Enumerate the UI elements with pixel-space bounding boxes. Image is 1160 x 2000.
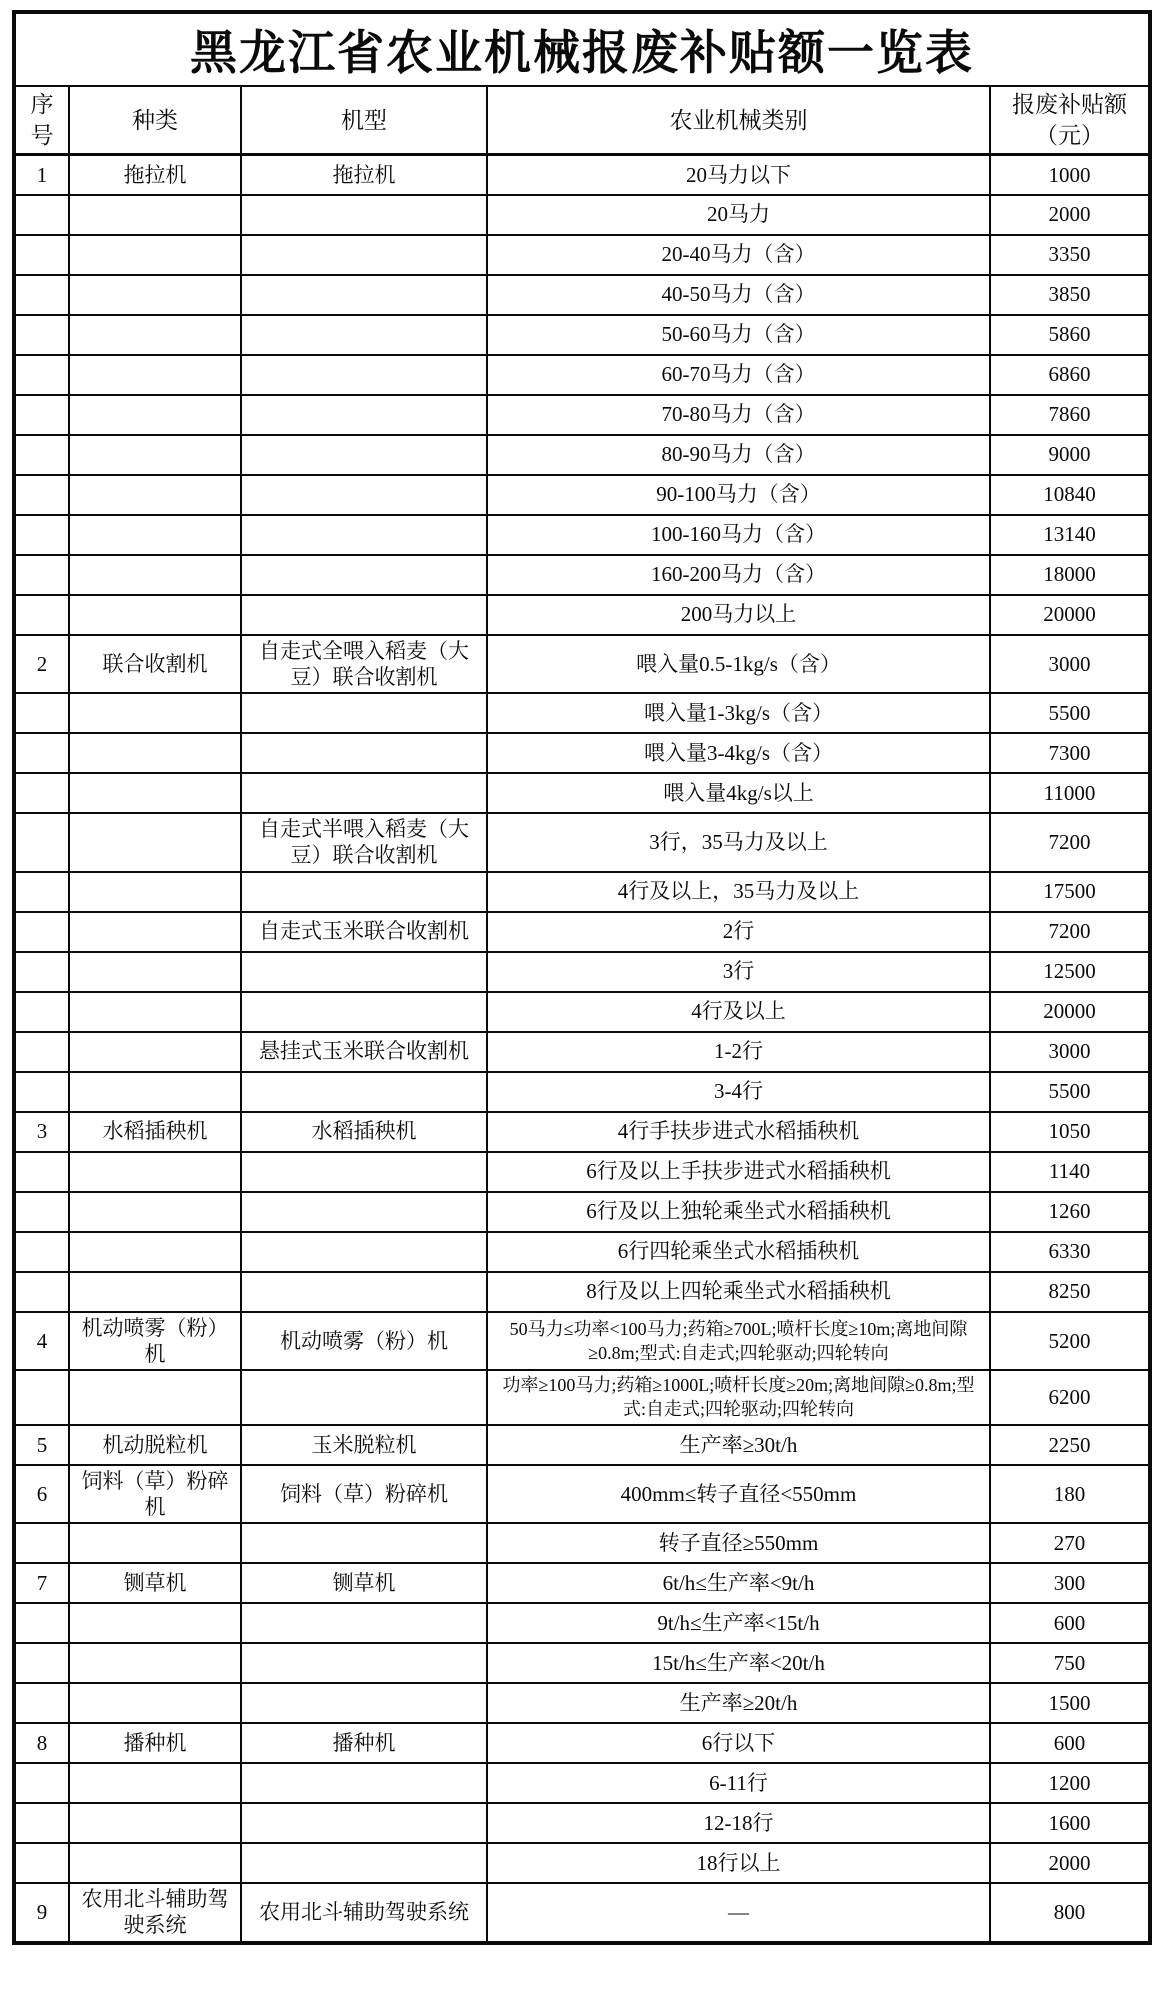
cell-machine-type: 喂入量0.5-1kg/s（含） (487, 635, 990, 694)
cell-machine-type: 90-100马力（含） (487, 475, 990, 515)
col-header-model: 机型 (241, 86, 487, 155)
cell-model: 铡草机 (241, 1563, 487, 1603)
cell-subsidy-amount: 9000 (990, 435, 1150, 475)
cell-serial (14, 872, 69, 912)
cell-model (241, 693, 487, 733)
cell-machine-type: 4行及以上 (487, 992, 990, 1032)
cell-machine-type: 9t/h≤生产率<15t/h (487, 1603, 990, 1643)
cell-model: 悬挂式玉米联合收割机 (241, 1032, 487, 1072)
col-header-machine-type: 农业机械类别 (487, 86, 990, 155)
cell-machine-type: 4行手扶步进式水稻插秧机 (487, 1112, 990, 1152)
cell-category (69, 355, 241, 395)
cell-serial (14, 992, 69, 1032)
cell-category: 联合收割机 (69, 635, 241, 694)
cell-model (241, 872, 487, 912)
cell-model (241, 992, 487, 1032)
cell-machine-type: 3-4行 (487, 1072, 990, 1112)
cell-subsidy-amount: 17500 (990, 872, 1150, 912)
cell-category (69, 693, 241, 733)
cell-machine-type: 12-18行 (487, 1803, 990, 1843)
cell-subsidy-amount: 600 (990, 1723, 1150, 1763)
cell-model (241, 1072, 487, 1112)
cell-category: 农用北斗辅助驾驶系统 (69, 1883, 241, 1943)
cell-category (69, 555, 241, 595)
cell-serial (14, 1643, 69, 1683)
cell-model (241, 1523, 487, 1563)
cell-subsidy-amount: 750 (990, 1643, 1150, 1683)
cell-model (241, 1843, 487, 1883)
table-row (14, 275, 1150, 315)
cell-serial (14, 1683, 69, 1723)
cell-model (241, 1803, 487, 1843)
cell-serial: 6 (14, 1465, 69, 1524)
cell-subsidy-amount: 6200 (990, 1370, 1150, 1425)
cell-model (241, 195, 487, 235)
cell-serial (14, 733, 69, 773)
cell-serial: 5 (14, 1425, 69, 1465)
cell-category (69, 1192, 241, 1232)
cell-model (241, 1152, 487, 1192)
cell-subsidy-amount: 180 (990, 1465, 1150, 1524)
cell-model: 自走式全喂入稻麦（大豆）联合收割机 (241, 635, 487, 694)
cell-category (69, 912, 241, 952)
cell-category (69, 1803, 241, 1843)
cell-serial: 3 (14, 1112, 69, 1152)
cell-model: 机动喷雾（粉）机 (241, 1312, 487, 1371)
cell-subsidy-amount: 7300 (990, 733, 1150, 773)
cell-category (69, 1763, 241, 1803)
cell-subsidy-amount: 300 (990, 1563, 1150, 1603)
cell-subsidy-amount: 3850 (990, 275, 1150, 315)
cell-machine-type: 生产率≥20t/h (487, 1683, 990, 1723)
cell-machine-type: 400mm≤转子直径<550mm (487, 1465, 990, 1524)
table-row (14, 235, 1150, 275)
cell-serial: 9 (14, 1883, 69, 1943)
col-header-category: 种类 (69, 86, 241, 155)
cell-machine-type: 160-200马力（含） (487, 555, 990, 595)
cell-subsidy-amount: 18000 (990, 555, 1150, 595)
cell-serial (14, 1152, 69, 1192)
table-row (14, 1312, 1150, 1371)
cell-machine-type: 50马力≤功率<100马力;药箱≥700L;喷杆长度≥10m;离地间隙≥0.8m;型式:自走式;四轮驱动;四轮转向 (487, 1312, 990, 1371)
col-header-subsidy-amount: 报废补贴额（元） (990, 86, 1150, 155)
cell-serial (14, 475, 69, 515)
table-row (14, 1843, 1150, 1883)
table-row (14, 555, 1150, 595)
table-row (14, 813, 1150, 872)
cell-machine-type: 20马力以下 (487, 155, 990, 195)
cell-machine-type: 6行及以上手扶步进式水稻插秧机 (487, 1152, 990, 1192)
cell-machine-type: 80-90马力（含） (487, 435, 990, 475)
cell-machine-type: — (487, 1883, 990, 1943)
cell-serial (14, 1232, 69, 1272)
cell-model (241, 555, 487, 595)
table-row (14, 355, 1150, 395)
cell-serial (14, 435, 69, 475)
cell-subsidy-amount: 7860 (990, 395, 1150, 435)
cell-model (241, 355, 487, 395)
table-row (14, 595, 1150, 635)
cell-subsidy-amount: 800 (990, 1883, 1150, 1943)
cell-category (69, 1683, 241, 1723)
table-row (14, 1370, 1150, 1425)
cell-subsidy-amount: 1050 (990, 1112, 1150, 1152)
cell-category (69, 1370, 241, 1425)
cell-machine-type: 喂入量3-4kg/s（含） (487, 733, 990, 773)
cell-machine-type: 15t/h≤生产率<20t/h (487, 1643, 990, 1683)
table-row (14, 1723, 1150, 1763)
cell-model (241, 515, 487, 555)
table-row (14, 395, 1150, 435)
table-row (14, 773, 1150, 813)
cell-subsidy-amount: 8250 (990, 1272, 1150, 1312)
table-row (14, 1763, 1150, 1803)
cell-category (69, 1603, 241, 1643)
cell-category (69, 235, 241, 275)
table-row (14, 1192, 1150, 1232)
cell-category: 机动脱粒机 (69, 1425, 241, 1465)
cell-model (241, 1643, 487, 1683)
cell-model (241, 275, 487, 315)
cell-model (241, 773, 487, 813)
cell-subsidy-amount: 20000 (990, 992, 1150, 1032)
cell-subsidy-amount: 5500 (990, 693, 1150, 733)
cell-category (69, 395, 241, 435)
cell-category (69, 275, 241, 315)
cell-subsidy-amount: 10840 (990, 475, 1150, 515)
cell-category (69, 1032, 241, 1072)
cell-model (241, 475, 487, 515)
cell-category (69, 1152, 241, 1192)
cell-machine-type: 6行以下 (487, 1723, 990, 1763)
table-row (14, 872, 1150, 912)
table-row (14, 1683, 1150, 1723)
cell-serial: 7 (14, 1563, 69, 1603)
cell-serial (14, 813, 69, 872)
cell-category: 水稻插秧机 (69, 1112, 241, 1152)
table-row (14, 1465, 1150, 1524)
cell-model: 拖拉机 (241, 155, 487, 195)
table-row (14, 1883, 1150, 1943)
cell-machine-type: 功率≥100马力;药箱≥1000L;喷杆长度≥20m;离地间隙≥0.8m;型式:自走式;四轮驱动;四轮转向 (487, 1370, 990, 1425)
cell-model (241, 1232, 487, 1272)
cell-model (241, 1192, 487, 1232)
cell-model (241, 395, 487, 435)
page-title: 黑龙江省农业机械报废补贴额一览表 (14, 12, 1150, 86)
cell-category (69, 992, 241, 1032)
cell-machine-type: 3行 (487, 952, 990, 992)
cell-machine-type: 喂入量1-3kg/s（含） (487, 693, 990, 733)
cell-model: 农用北斗辅助驾驶系统 (241, 1883, 487, 1943)
cell-subsidy-amount: 5500 (990, 1072, 1150, 1112)
cell-model: 自走式半喂入稻麦（大豆）联合收割机 (241, 813, 487, 872)
cell-category (69, 195, 241, 235)
cell-machine-type: 6行及以上独轮乘坐式水稻插秧机 (487, 1192, 990, 1232)
cell-serial (14, 1843, 69, 1883)
cell-serial (14, 275, 69, 315)
cell-category (69, 475, 241, 515)
cell-serial (14, 195, 69, 235)
table-row (14, 155, 1150, 195)
table-row (14, 1072, 1150, 1112)
cell-subsidy-amount: 5860 (990, 315, 1150, 355)
cell-subsidy-amount: 600 (990, 1603, 1150, 1643)
cell-machine-type: 20-40马力（含） (487, 235, 990, 275)
cell-subsidy-amount: 1000 (990, 155, 1150, 195)
cell-machine-type: 60-70马力（含） (487, 355, 990, 395)
cell-serial (14, 1803, 69, 1843)
cell-machine-type: 喂入量4kg/s以上 (487, 773, 990, 813)
cell-subsidy-amount: 3000 (990, 1032, 1150, 1072)
subsidy-table (12, 10, 1152, 1945)
cell-subsidy-amount: 1140 (990, 1152, 1150, 1192)
table-row (14, 1032, 1150, 1072)
table-row (14, 1112, 1150, 1152)
header-row (14, 86, 1150, 155)
cell-model (241, 733, 487, 773)
cell-category: 饲料（草）粉碎机 (69, 1465, 241, 1524)
cell-subsidy-amount: 12500 (990, 952, 1150, 992)
cell-category (69, 1523, 241, 1563)
cell-serial (14, 555, 69, 595)
table-row (14, 1643, 1150, 1683)
table-row (14, 1563, 1150, 1603)
cell-machine-type: 6t/h≤生产率<9t/h (487, 1563, 990, 1603)
table-row (14, 1523, 1150, 1563)
cell-subsidy-amount: 20000 (990, 595, 1150, 635)
cell-serial (14, 1763, 69, 1803)
cell-model (241, 1370, 487, 1425)
cell-serial (14, 773, 69, 813)
table-row (14, 1803, 1150, 1843)
cell-machine-type: 50-60马力（含） (487, 315, 990, 355)
cell-model (241, 1683, 487, 1723)
table-row (14, 195, 1150, 235)
cell-model: 水稻插秧机 (241, 1112, 487, 1152)
table-row (14, 912, 1150, 952)
cell-serial (14, 1370, 69, 1425)
cell-category (69, 773, 241, 813)
table-body (14, 155, 1150, 1943)
cell-category (69, 1232, 241, 1272)
cell-subsidy-amount: 7200 (990, 813, 1150, 872)
cell-serial (14, 395, 69, 435)
title-row (14, 12, 1150, 86)
cell-serial (14, 1192, 69, 1232)
table-row (14, 1425, 1150, 1465)
table-row (14, 693, 1150, 733)
cell-subsidy-amount: 1500 (990, 1683, 1150, 1723)
cell-machine-type: 8行及以上四轮乘坐式水稻插秧机 (487, 1272, 990, 1312)
cell-category (69, 595, 241, 635)
cell-model (241, 1763, 487, 1803)
cell-category (69, 1072, 241, 1112)
cell-subsidy-amount: 2000 (990, 195, 1150, 235)
cell-category (69, 733, 241, 773)
cell-subsidy-amount: 5200 (990, 1312, 1150, 1371)
cell-model (241, 952, 487, 992)
cell-subsidy-amount: 3000 (990, 635, 1150, 694)
cell-machine-type: 4行及以上，35马力及以上 (487, 872, 990, 912)
cell-model (241, 315, 487, 355)
cell-category (69, 1272, 241, 1312)
cell-machine-type: 1-2行 (487, 1032, 990, 1072)
table-row (14, 315, 1150, 355)
cell-subsidy-amount: 1200 (990, 1763, 1150, 1803)
cell-model (241, 435, 487, 475)
cell-model: 自走式玉米联合收割机 (241, 912, 487, 952)
table-row (14, 635, 1150, 694)
cell-category (69, 435, 241, 475)
table-row (14, 1272, 1150, 1312)
cell-category (69, 813, 241, 872)
cell-category (69, 872, 241, 912)
cell-machine-type: 生产率≥30t/h (487, 1425, 990, 1465)
table-row (14, 952, 1150, 992)
cell-serial: 8 (14, 1723, 69, 1763)
cell-category: 拖拉机 (69, 155, 241, 195)
cell-serial: 1 (14, 155, 69, 195)
cell-machine-type: 70-80马力（含） (487, 395, 990, 435)
cell-subsidy-amount: 2000 (990, 1843, 1150, 1883)
cell-model (241, 235, 487, 275)
cell-machine-type: 100-160马力（含） (487, 515, 990, 555)
cell-serial (14, 1603, 69, 1643)
cell-category: 铡草机 (69, 1563, 241, 1603)
cell-subsidy-amount: 11000 (990, 773, 1150, 813)
cell-subsidy-amount: 1260 (990, 1192, 1150, 1232)
col-header-serial: 序号 (14, 86, 69, 155)
cell-category (69, 1843, 241, 1883)
cell-serial (14, 1272, 69, 1312)
table-row (14, 1152, 1150, 1192)
cell-serial (14, 355, 69, 395)
cell-serial (14, 315, 69, 355)
cell-subsidy-amount: 2250 (990, 1425, 1150, 1465)
cell-serial: 4 (14, 1312, 69, 1371)
cell-model (241, 1603, 487, 1643)
cell-machine-type: 20马力 (487, 195, 990, 235)
cell-category (69, 952, 241, 992)
cell-serial (14, 912, 69, 952)
cell-machine-type: 40-50马力（含） (487, 275, 990, 315)
cell-serial (14, 952, 69, 992)
cell-model: 饲料（草）粉碎机 (241, 1465, 487, 1524)
cell-category: 机动喷雾（粉）机 (69, 1312, 241, 1371)
cell-machine-type: 3行，35马力及以上 (487, 813, 990, 872)
cell-category: 播种机 (69, 1723, 241, 1763)
table-row (14, 1603, 1150, 1643)
cell-machine-type: 200马力以上 (487, 595, 990, 635)
table-row (14, 515, 1150, 555)
cell-serial (14, 1032, 69, 1072)
cell-machine-type: 18行以上 (487, 1843, 990, 1883)
table-row (14, 1232, 1150, 1272)
cell-serial (14, 235, 69, 275)
cell-model (241, 1272, 487, 1312)
cell-subsidy-amount: 6860 (990, 355, 1150, 395)
cell-category (69, 1643, 241, 1683)
cell-model (241, 595, 487, 635)
cell-subsidy-amount: 6330 (990, 1232, 1150, 1272)
table-row (14, 475, 1150, 515)
cell-machine-type: 6-11行 (487, 1763, 990, 1803)
cell-subsidy-amount: 1600 (990, 1803, 1150, 1843)
cell-machine-type: 转子直径≥550mm (487, 1523, 990, 1563)
cell-machine-type: 6行四轮乘坐式水稻插秧机 (487, 1232, 990, 1272)
cell-subsidy-amount: 13140 (990, 515, 1150, 555)
cell-serial (14, 1523, 69, 1563)
table-row (14, 992, 1150, 1032)
cell-serial (14, 595, 69, 635)
cell-subsidy-amount: 270 (990, 1523, 1150, 1563)
cell-serial: 2 (14, 635, 69, 694)
cell-category (69, 515, 241, 555)
table-row (14, 435, 1150, 475)
cell-subsidy-amount: 3350 (990, 235, 1150, 275)
cell-category (69, 315, 241, 355)
cell-model: 玉米脱粒机 (241, 1425, 487, 1465)
cell-serial (14, 693, 69, 733)
cell-serial (14, 1072, 69, 1112)
cell-subsidy-amount: 7200 (990, 912, 1150, 952)
table-row (14, 733, 1150, 773)
cell-model: 播种机 (241, 1723, 487, 1763)
cell-serial (14, 515, 69, 555)
cell-machine-type: 2行 (487, 912, 990, 952)
